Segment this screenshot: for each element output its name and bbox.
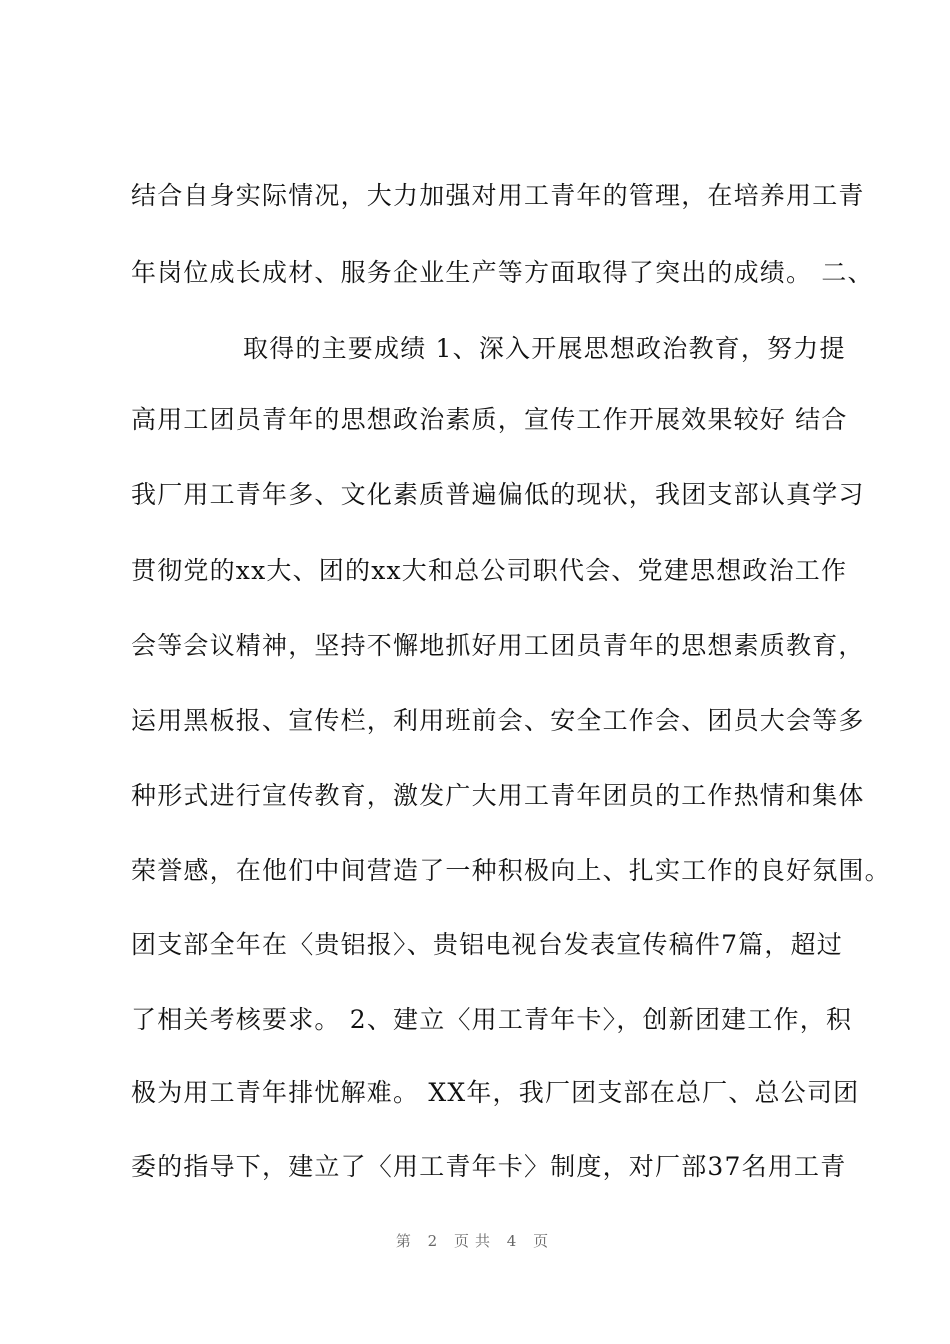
text-line: 年岗位成长成材、服务企业生产等方面取得了突出的成绩。 二、 (131, 258, 874, 287)
text-line: 结合自身实际情况，大力加强对用工青年的管理，在培养用工青 (131, 181, 865, 210)
text-line: 会等会议精神，坚持不懈地抓好用工团员青年的思想素质教育， (131, 631, 865, 660)
text-line: 我厂用工青年多、文化素质普遍偏低的现状，我团支部认真学习 (131, 480, 865, 509)
text-line: 取得的主要成绩 1、深入开展思想政治教育，努力提 (243, 334, 846, 363)
text-line: 运用黑板报、宣传栏，利用班前会、安全工作会、团员大会等多 (131, 706, 865, 735)
text-line: 极为用工青年排忧解难。 XX年，我厂团支部在总厂、总公司团 (131, 1078, 860, 1107)
text-line: 团支部全年在〈贵铝报〉、贵铝电视台发表宣传稿件7篇，超过 (131, 930, 844, 959)
text-line: 高用工团员青年的思想政治素质，宣传工作开展效果较好 结合 (131, 405, 848, 434)
text-line: 荣誉感，在他们中间营造了一种积极向上、扎实工作的良好氛围。 (131, 856, 891, 885)
text-line: 种形式进行宣传教育，激发广大用工青年团员的工作热情和集体 (131, 781, 865, 810)
page-number-footer: 第 2 页共 4 页 (395, 1232, 555, 1250)
text-line: 委的指导下，建立了〈用工青年卡〉制度，对厂部37名用工青 (131, 1152, 847, 1181)
text-line: 贯彻党的xx大、团的xx大和总公司职代会、党建思想政治工作 (131, 556, 848, 585)
text-line: 了相关考核要求。 2、建立〈用工青年卡〉，创新团建工作，积 (131, 1005, 853, 1034)
